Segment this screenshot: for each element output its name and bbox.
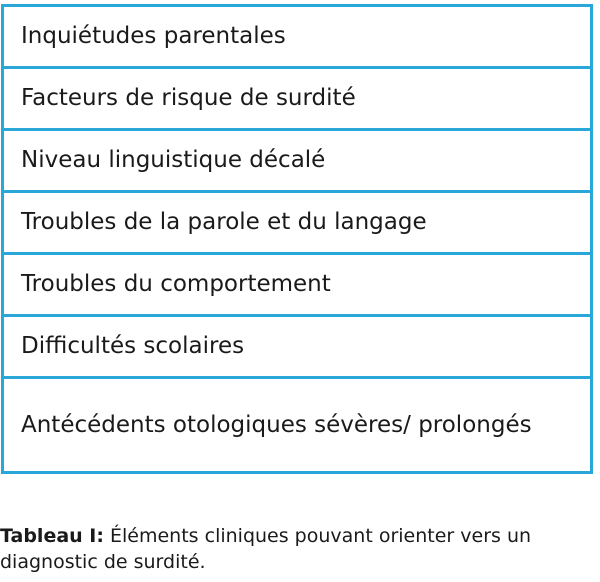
- table-row: [4, 255, 590, 317]
- table-row: [4, 69, 590, 131]
- row-text: Facteurs de risque de surdité: [21, 85, 356, 111]
- table-row: [4, 131, 590, 193]
- row-text: Niveau linguistique décalé: [21, 147, 326, 173]
- row-text: Inquiétudes parentales: [21, 23, 286, 49]
- clinical-elements-table: [1, 4, 593, 474]
- row-text: Difficultés scolaires: [21, 333, 245, 359]
- table-caption: [0, 523, 600, 575]
- row-text: Troubles du comportement: [21, 271, 331, 297]
- table-row: [4, 7, 590, 69]
- caption-label: Tableau I:: [0, 525, 104, 547]
- row-text: Troubles de la parole et du langage: [21, 209, 427, 235]
- table-row: [4, 317, 590, 379]
- caption-text: Éléments cliniques pouvant orienter vers un diagnostic de surdité.: [0, 525, 532, 573]
- row-text: Antécédents otologiques sévères/ prolongés: [21, 411, 532, 438]
- table-row: [4, 193, 590, 255]
- table-row: [4, 379, 590, 471]
